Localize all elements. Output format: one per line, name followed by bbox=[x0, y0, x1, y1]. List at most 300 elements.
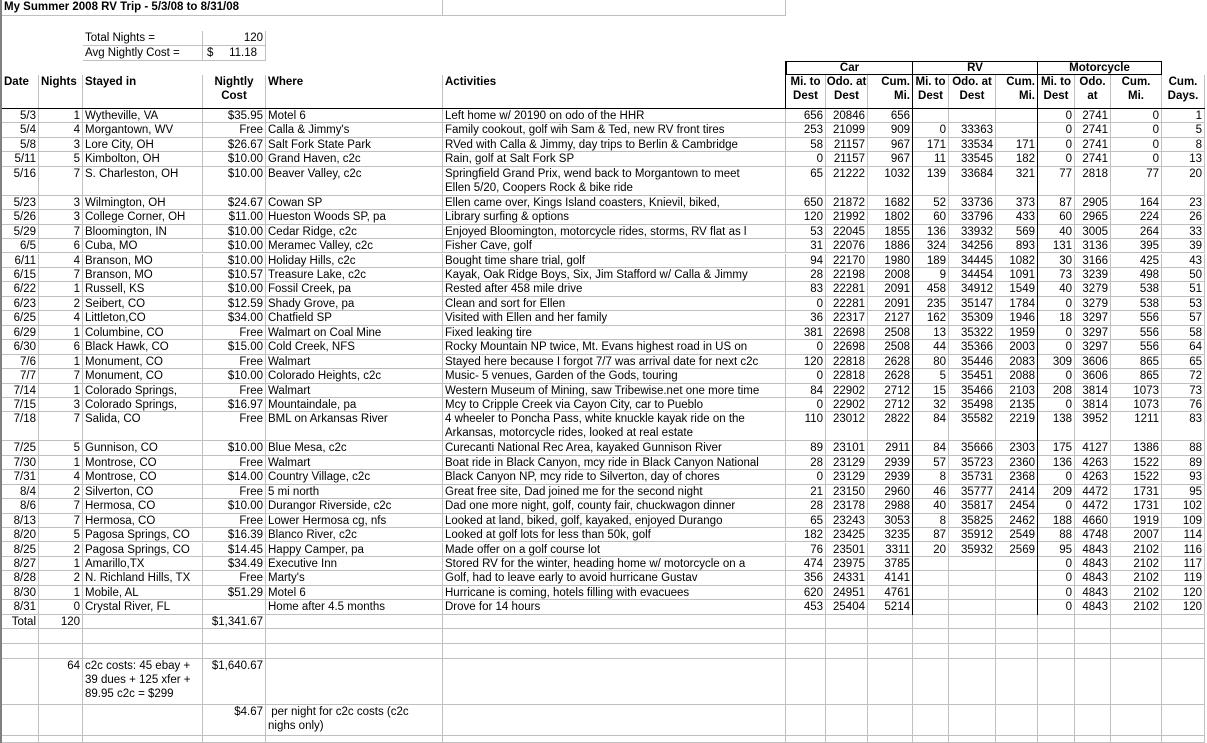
nightly-cost-cell[interactable]: $10.00 bbox=[203, 441, 266, 455]
date-cell[interactable]: 5/16 bbox=[2, 167, 39, 196]
rv-cum-cell[interactable]: 2103 bbox=[996, 384, 1038, 398]
rv-odo-cell[interactable]: 33736 bbox=[949, 196, 996, 210]
car-mi-cell[interactable]: 381 bbox=[786, 326, 826, 340]
activities-cell[interactable] bbox=[443, 586, 786, 600]
mc-cum-cell[interactable]: 556 bbox=[1111, 340, 1162, 354]
date-cell[interactable]: 5/3 bbox=[2, 109, 39, 123]
car-cum-cell[interactable]: 1032 bbox=[868, 167, 913, 196]
cum-days-cell[interactable]: 8 bbox=[1162, 138, 1205, 152]
cell[interactable] bbox=[826, 705, 868, 736]
rv-mi-cell[interactable]: 84 bbox=[913, 441, 949, 455]
car-mi-cell[interactable]: 120 bbox=[786, 210, 826, 224]
mc-cum-cell[interactable]: 2102 bbox=[1111, 586, 1162, 600]
rv-mi-cell[interactable]: 171 bbox=[913, 138, 949, 152]
date-cell[interactable]: 7/14 bbox=[2, 384, 39, 398]
rv-odo-cell[interactable]: 33932 bbox=[949, 225, 996, 239]
nights-cell[interactable]: 6 bbox=[39, 239, 83, 253]
car-odo-cell[interactable]: 22045 bbox=[826, 225, 868, 239]
car-odo-cell[interactable]: 21157 bbox=[826, 138, 868, 152]
nights-cell[interactable]: 1 bbox=[39, 456, 83, 470]
stayed-in-cell[interactable]: Lore City, OH bbox=[83, 138, 203, 152]
rv-odo-cell[interactable]: 34445 bbox=[949, 254, 996, 268]
activities-cell[interactable] bbox=[443, 499, 786, 513]
cell[interactable] bbox=[1162, 615, 1205, 629]
activities-cell[interactable] bbox=[443, 456, 786, 470]
mc-cum-cell[interactable]: 425 bbox=[1111, 254, 1162, 268]
cell[interactable] bbox=[996, 629, 1038, 644]
activities-cell[interactable] bbox=[443, 384, 786, 398]
stayed-in-cell[interactable]: Colorado Springs, bbox=[83, 384, 203, 398]
stayed-in-cell[interactable]: College Corner, OH bbox=[83, 210, 203, 224]
cum-days-cell[interactable]: 119 bbox=[1162, 571, 1205, 585]
cell[interactable] bbox=[868, 615, 913, 629]
cell[interactable] bbox=[2, 736, 39, 743]
mc-mi-cell[interactable]: 0 bbox=[1038, 571, 1075, 585]
car-mi-cell[interactable]: 0 bbox=[786, 297, 826, 311]
where-cell[interactable]: Cold Creek, NFS bbox=[266, 340, 443, 354]
cum-days-cell[interactable]: 120 bbox=[1162, 586, 1205, 600]
rv-odo-cell[interactable]: 35582 bbox=[949, 412, 996, 441]
car-cum-cell[interactable]: 5214 bbox=[868, 600, 913, 614]
rv-cum-cell[interactable]: 1946 bbox=[996, 311, 1038, 325]
stayed-in-cell[interactable]: Wilmington, OH bbox=[83, 196, 203, 210]
cum-days-cell[interactable]: 50 bbox=[1162, 268, 1205, 282]
cell[interactable] bbox=[1162, 629, 1205, 644]
rv-cum-cell[interactable]: 182 bbox=[996, 152, 1038, 166]
nightly-cost-cell[interactable]: Free bbox=[203, 384, 266, 398]
mc-cum-cell[interactable]: 1522 bbox=[1111, 456, 1162, 470]
rv-cum-cell[interactable]: 2135 bbox=[996, 398, 1038, 412]
car-mi-cell[interactable]: 656 bbox=[786, 109, 826, 123]
cell[interactable] bbox=[39, 736, 83, 743]
rv-odo-cell[interactable] bbox=[949, 571, 996, 585]
nightly-cost-cell[interactable]: $16.97 bbox=[203, 398, 266, 412]
date-cell[interactable]: 5/8 bbox=[2, 138, 39, 152]
stayed-in-cell[interactable]: Montrose, CO bbox=[83, 470, 203, 484]
stayed-in-cell[interactable]: Kimbolton, OH bbox=[83, 152, 203, 166]
rv-cum-cell[interactable] bbox=[996, 123, 1038, 137]
cell[interactable] bbox=[1075, 705, 1111, 736]
mc-cum-cell[interactable]: 0 bbox=[1111, 152, 1162, 166]
activities-cell[interactable] bbox=[443, 412, 786, 441]
rv-cum-cell[interactable]: 433 bbox=[996, 210, 1038, 224]
mc-cum-cell[interactable]: 538 bbox=[1111, 282, 1162, 296]
rv-odo-cell[interactable]: 35322 bbox=[949, 326, 996, 340]
nightly-cost-cell[interactable]: $35.95 bbox=[203, 109, 266, 123]
car-cum-cell[interactable]: 1980 bbox=[868, 254, 913, 268]
car-odo-cell[interactable]: 22902 bbox=[826, 384, 868, 398]
mc-odo-cell[interactable]: 4263 bbox=[1075, 456, 1111, 470]
nightly-cost-cell[interactable]: $10.00 bbox=[203, 225, 266, 239]
where-cell[interactable]: Hueston Woods SP, pa bbox=[266, 210, 443, 224]
car-cum-cell[interactable]: 3311 bbox=[868, 543, 913, 557]
rv-mi-cell[interactable]: 87 bbox=[913, 528, 949, 542]
mc-mi-cell[interactable]: 0 bbox=[1038, 586, 1075, 600]
nights-cell[interactable]: 5 bbox=[39, 152, 83, 166]
header-mc-cum-mi[interactable] bbox=[1111, 75, 1162, 109]
date-cell[interactable]: 8/25 bbox=[2, 543, 39, 557]
car-cum-cell[interactable]: 2008 bbox=[868, 268, 913, 282]
nights-cell[interactable]: 1 bbox=[39, 326, 83, 340]
car-cum-cell[interactable]: 2127 bbox=[868, 311, 913, 325]
cum-days-cell[interactable]: 53 bbox=[1162, 297, 1205, 311]
mc-mi-cell[interactable]: 208 bbox=[1038, 384, 1075, 398]
car-cum-cell[interactable]: 2628 bbox=[868, 355, 913, 369]
cell[interactable] bbox=[826, 659, 868, 705]
car-cum-cell[interactable]: 2091 bbox=[868, 282, 913, 296]
cum-days-cell[interactable]: 33 bbox=[1162, 225, 1205, 239]
cell[interactable] bbox=[913, 629, 949, 644]
mc-mi-cell[interactable]: 0 bbox=[1038, 138, 1075, 152]
mc-mi-cell[interactable]: 309 bbox=[1038, 355, 1075, 369]
nightly-cost-cell[interactable]: $10.00 bbox=[203, 152, 266, 166]
c2c-nights[interactable]: 64 bbox=[39, 659, 83, 705]
cell[interactable] bbox=[83, 644, 203, 659]
date-cell[interactable]: 6/25 bbox=[2, 311, 39, 325]
cell[interactable] bbox=[443, 0, 786, 16]
nightly-cost-cell[interactable]: $12.59 bbox=[203, 297, 266, 311]
cell[interactable] bbox=[949, 736, 996, 743]
cell[interactable] bbox=[786, 615, 826, 629]
nights-cell[interactable]: 5 bbox=[39, 528, 83, 542]
cell[interactable] bbox=[996, 659, 1038, 705]
cell[interactable] bbox=[1111, 615, 1162, 629]
rv-mi-cell[interactable]: 8 bbox=[913, 514, 949, 528]
stayed-in-cell[interactable]: Bloomington, IN bbox=[83, 225, 203, 239]
stayed-in-cell[interactable]: Montrose, CO bbox=[83, 456, 203, 470]
nightly-cost-cell[interactable]: Free bbox=[203, 123, 266, 137]
cum-days-cell[interactable]: 72 bbox=[1162, 369, 1205, 383]
mc-cum-cell[interactable]: 1073 bbox=[1111, 384, 1162, 398]
cell[interactable] bbox=[786, 705, 826, 736]
activities-cell[interactable] bbox=[443, 282, 786, 296]
cell[interactable] bbox=[1075, 736, 1111, 743]
cell[interactable] bbox=[826, 644, 868, 659]
rv-odo-cell[interactable]: 35466 bbox=[949, 384, 996, 398]
nights-cell[interactable]: 4 bbox=[39, 254, 83, 268]
rv-odo-cell[interactable]: 35777 bbox=[949, 485, 996, 499]
rv-mi-cell[interactable]: 458 bbox=[913, 282, 949, 296]
nights-cell[interactable]: 4 bbox=[39, 123, 83, 137]
avg-cost-cell[interactable] bbox=[203, 46, 266, 61]
cum-days-cell[interactable]: 65 bbox=[1162, 355, 1205, 369]
mc-cum-cell[interactable]: 264 bbox=[1111, 225, 1162, 239]
cell[interactable] bbox=[786, 629, 826, 644]
car-cum-cell[interactable]: 3235 bbox=[868, 528, 913, 542]
date-cell[interactable]: 8/28 bbox=[2, 571, 39, 585]
car-odo-cell[interactable]: 22698 bbox=[826, 326, 868, 340]
mc-mi-cell[interactable]: 40 bbox=[1038, 225, 1075, 239]
date-cell[interactable]: 8/20 bbox=[2, 528, 39, 542]
rv-cum-cell[interactable]: 1959 bbox=[996, 326, 1038, 340]
rv-cum-cell[interactable] bbox=[996, 109, 1038, 123]
cell[interactable] bbox=[266, 615, 443, 629]
header-stayed-in[interactable]: Stayed in bbox=[83, 75, 203, 109]
date-cell[interactable]: 8/30 bbox=[2, 586, 39, 600]
where-cell[interactable]: Walmart bbox=[266, 384, 443, 398]
nightly-cost-cell[interactable]: $34.49 bbox=[203, 557, 266, 571]
cell[interactable] bbox=[1038, 736, 1075, 743]
c2c-per-night[interactable]: $4.67 bbox=[203, 705, 266, 736]
mc-odo-cell[interactable]: 2741 bbox=[1075, 138, 1111, 152]
activities-cell[interactable] bbox=[443, 196, 786, 210]
cell[interactable] bbox=[949, 644, 996, 659]
mc-odo-cell[interactable]: 4472 bbox=[1075, 499, 1111, 513]
car-odo-cell[interactable]: 22198 bbox=[826, 268, 868, 282]
mc-cum-cell[interactable]: 556 bbox=[1111, 311, 1162, 325]
rv-mi-cell[interactable]: 162 bbox=[913, 311, 949, 325]
car-odo-cell[interactable]: 21992 bbox=[826, 210, 868, 224]
nights-cell[interactable]: 7 bbox=[39, 499, 83, 513]
rv-mi-cell[interactable] bbox=[913, 571, 949, 585]
mc-odo-cell[interactable]: 2741 bbox=[1075, 109, 1111, 123]
car-cum-cell[interactable]: 3785 bbox=[868, 557, 913, 571]
stayed-in-cell[interactable]: S. Charleston, OH bbox=[83, 167, 203, 196]
where-cell[interactable]: Shady Grove, pa bbox=[266, 297, 443, 311]
nights-cell[interactable]: 7 bbox=[39, 412, 83, 441]
rv-mi-cell[interactable]: 9 bbox=[913, 268, 949, 282]
rv-cum-cell[interactable] bbox=[996, 600, 1038, 614]
car-odo-cell[interactable]: 23101 bbox=[826, 441, 868, 455]
mc-mi-cell[interactable]: 209 bbox=[1038, 485, 1075, 499]
cell[interactable] bbox=[266, 736, 443, 743]
car-mi-cell[interactable]: 253 bbox=[786, 123, 826, 137]
date-cell[interactable]: 5/4 bbox=[2, 123, 39, 137]
where-cell[interactable]: Meramec Valley, c2c bbox=[266, 239, 443, 253]
rv-odo-cell[interactable]: 33363 bbox=[949, 123, 996, 137]
cell[interactable] bbox=[39, 705, 83, 736]
rv-mi-cell[interactable]: 46 bbox=[913, 485, 949, 499]
header-car-mi-to-dest[interactable] bbox=[786, 75, 826, 109]
nightly-cost-cell[interactable]: $11.00 bbox=[203, 210, 266, 224]
nights-cell[interactable]: 1 bbox=[39, 109, 83, 123]
cell[interactable] bbox=[266, 644, 443, 659]
car-cum-cell[interactable]: 4761 bbox=[868, 586, 913, 600]
nights-cell[interactable]: 0 bbox=[39, 600, 83, 614]
where-cell[interactable]: Marty's bbox=[266, 571, 443, 585]
rv-cum-cell[interactable]: 893 bbox=[996, 239, 1038, 253]
rv-mi-cell[interactable]: 324 bbox=[913, 239, 949, 253]
mc-cum-cell[interactable]: 1731 bbox=[1111, 485, 1162, 499]
rv-odo-cell[interactable]: 34256 bbox=[949, 239, 996, 253]
stayed-in-cell[interactable]: Branson, MO bbox=[83, 268, 203, 282]
car-mi-cell[interactable]: 53 bbox=[786, 225, 826, 239]
activities-cell[interactable] bbox=[443, 152, 786, 166]
rv-odo-cell[interactable]: 35912 bbox=[949, 528, 996, 542]
cell[interactable] bbox=[443, 615, 786, 629]
rv-cum-cell[interactable]: 2083 bbox=[996, 355, 1038, 369]
rv-mi-cell[interactable]: 15 bbox=[913, 384, 949, 398]
car-mi-cell[interactable]: 110 bbox=[786, 412, 826, 441]
activities-cell[interactable] bbox=[443, 514, 786, 528]
mc-cum-cell[interactable]: 1073 bbox=[1111, 398, 1162, 412]
rv-mi-cell[interactable]: 60 bbox=[913, 210, 949, 224]
cum-days-cell[interactable]: 109 bbox=[1162, 514, 1205, 528]
car-mi-cell[interactable]: 58 bbox=[786, 138, 826, 152]
stayed-in-cell[interactable]: Black Hawk, CO bbox=[83, 340, 203, 354]
cell[interactable] bbox=[786, 736, 826, 743]
mc-mi-cell[interactable]: 188 bbox=[1038, 514, 1075, 528]
activities-cell[interactable] bbox=[443, 340, 786, 354]
rv-cum-cell[interactable]: 2414 bbox=[996, 485, 1038, 499]
cell[interactable] bbox=[868, 705, 913, 736]
cell[interactable] bbox=[266, 0, 443, 16]
stayed-in-cell[interactable]: Amarillo,TX bbox=[83, 557, 203, 571]
header-rv-cum-mi[interactable] bbox=[996, 75, 1038, 109]
mc-odo-cell[interactable]: 3606 bbox=[1075, 355, 1111, 369]
car-odo-cell[interactable]: 22902 bbox=[826, 398, 868, 412]
rv-cum-cell[interactable]: 1784 bbox=[996, 297, 1038, 311]
rv-mi-cell[interactable] bbox=[913, 600, 949, 614]
cell[interactable] bbox=[83, 615, 203, 629]
avg-cost-label[interactable]: Avg Nightly Cost = bbox=[83, 46, 203, 61]
where-cell[interactable]: Blue Mesa, c2c bbox=[266, 441, 443, 455]
where-cell[interactable]: Lower Hermosa cg, nfs bbox=[266, 514, 443, 528]
rv-odo-cell[interactable]: 33545 bbox=[949, 152, 996, 166]
nightly-cost-cell[interactable]: $14.00 bbox=[203, 470, 266, 484]
total-nights-label[interactable]: Total Nights = bbox=[83, 31, 203, 46]
rv-odo-cell[interactable]: 35147 bbox=[949, 297, 996, 311]
nightly-cost-cell[interactable]: $26.67 bbox=[203, 138, 266, 152]
mc-odo-cell[interactable]: 3166 bbox=[1075, 254, 1111, 268]
car-mi-cell[interactable]: 21 bbox=[786, 485, 826, 499]
where-cell[interactable]: Executive Inn bbox=[266, 557, 443, 571]
stayed-in-cell[interactable]: Salida, CO bbox=[83, 412, 203, 441]
date-cell[interactable]: 8/13 bbox=[2, 514, 39, 528]
mc-mi-cell[interactable]: 0 bbox=[1038, 152, 1075, 166]
mc-odo-cell[interactable]: 2741 bbox=[1075, 123, 1111, 137]
mc-odo-cell[interactable]: 3606 bbox=[1075, 369, 1111, 383]
cell[interactable] bbox=[39, 644, 83, 659]
header-cum-days[interactable] bbox=[1162, 75, 1205, 109]
cell[interactable] bbox=[83, 705, 203, 736]
cell[interactable] bbox=[2, 705, 39, 736]
group-header-rv[interactable]: RV bbox=[913, 61, 1038, 75]
mc-cum-cell[interactable]: 164 bbox=[1111, 196, 1162, 210]
cell[interactable] bbox=[786, 644, 826, 659]
stayed-in-cell[interactable]: N. Richland Hills, TX bbox=[83, 571, 203, 585]
car-mi-cell[interactable]: 0 bbox=[786, 470, 826, 484]
mc-odo-cell[interactable]: 3136 bbox=[1075, 239, 1111, 253]
cum-days-cell[interactable]: 51 bbox=[1162, 282, 1205, 296]
mc-cum-cell[interactable]: 2102 bbox=[1111, 543, 1162, 557]
stayed-in-cell[interactable]: Branson, MO bbox=[83, 254, 203, 268]
header-mc-mi-to-dest[interactable] bbox=[1038, 75, 1075, 109]
date-cell[interactable]: 7/25 bbox=[2, 441, 39, 455]
cum-days-cell[interactable]: 39 bbox=[1162, 239, 1205, 253]
rv-mi-cell[interactable]: 57 bbox=[913, 456, 949, 470]
cum-days-cell[interactable]: 13 bbox=[1162, 152, 1205, 166]
cell[interactable] bbox=[786, 659, 826, 705]
rv-cum-cell[interactable]: 321 bbox=[996, 167, 1038, 196]
rv-cum-cell[interactable]: 2303 bbox=[996, 441, 1038, 455]
rv-cum-cell[interactable]: 171 bbox=[996, 138, 1038, 152]
rv-cum-cell[interactable] bbox=[996, 586, 1038, 600]
mc-mi-cell[interactable]: 0 bbox=[1038, 470, 1075, 484]
rv-odo-cell[interactable]: 35451 bbox=[949, 369, 996, 383]
car-mi-cell[interactable]: 474 bbox=[786, 557, 826, 571]
car-mi-cell[interactable]: 89 bbox=[786, 441, 826, 455]
car-odo-cell[interactable]: 23501 bbox=[826, 543, 868, 557]
car-cum-cell[interactable]: 2091 bbox=[868, 297, 913, 311]
cum-days-cell[interactable]: 57 bbox=[1162, 311, 1205, 325]
where-cell[interactable]: Chatfield SP bbox=[266, 311, 443, 325]
mc-cum-cell[interactable]: 538 bbox=[1111, 297, 1162, 311]
cum-days-cell[interactable]: 117 bbox=[1162, 557, 1205, 571]
where-cell[interactable]: Holiday Hills, c2c bbox=[266, 254, 443, 268]
rv-cum-cell[interactable]: 373 bbox=[996, 196, 1038, 210]
cell[interactable] bbox=[1075, 629, 1111, 644]
mc-mi-cell[interactable]: 0 bbox=[1038, 326, 1075, 340]
date-cell[interactable]: 5/26 bbox=[2, 210, 39, 224]
car-cum-cell[interactable]: 2508 bbox=[868, 340, 913, 354]
nights-cell[interactable]: 6 bbox=[39, 340, 83, 354]
mc-odo-cell[interactable]: 4843 bbox=[1075, 571, 1111, 585]
mc-odo-cell[interactable]: 3239 bbox=[1075, 268, 1111, 282]
car-cum-cell[interactable]: 2712 bbox=[868, 384, 913, 398]
cell[interactable] bbox=[949, 615, 996, 629]
car-odo-cell[interactable]: 20846 bbox=[826, 109, 868, 123]
stayed-in-cell[interactable]: Crystal River, FL bbox=[83, 600, 203, 614]
rv-odo-cell[interactable]: 35731 bbox=[949, 470, 996, 484]
car-mi-cell[interactable]: 0 bbox=[786, 398, 826, 412]
activities-cell[interactable] bbox=[443, 225, 786, 239]
cell[interactable] bbox=[83, 736, 203, 743]
rv-odo-cell[interactable]: 33796 bbox=[949, 210, 996, 224]
cum-days-cell[interactable]: 102 bbox=[1162, 499, 1205, 513]
cell[interactable] bbox=[1038, 705, 1075, 736]
cell[interactable] bbox=[443, 705, 786, 736]
mc-cum-cell[interactable]: 1731 bbox=[1111, 499, 1162, 513]
mc-mi-cell[interactable]: 0 bbox=[1038, 398, 1075, 412]
cell[interactable] bbox=[443, 659, 786, 705]
cell[interactable] bbox=[2, 629, 39, 644]
car-mi-cell[interactable]: 36 bbox=[786, 311, 826, 325]
header-rv-mi-to-dest[interactable] bbox=[913, 75, 949, 109]
activities-cell[interactable] bbox=[443, 528, 786, 542]
nightly-cost-cell[interactable]: Free bbox=[203, 456, 266, 470]
rv-mi-cell[interactable]: 189 bbox=[913, 254, 949, 268]
nights-cell[interactable]: 2 bbox=[39, 297, 83, 311]
mc-odo-cell[interactable]: 2741 bbox=[1075, 152, 1111, 166]
nights-cell[interactable]: 1 bbox=[39, 282, 83, 296]
car-mi-cell[interactable]: 65 bbox=[786, 514, 826, 528]
cell[interactable] bbox=[949, 659, 996, 705]
car-cum-cell[interactable]: 656 bbox=[868, 109, 913, 123]
mc-mi-cell[interactable]: 0 bbox=[1038, 109, 1075, 123]
mc-odo-cell[interactable]: 2818 bbox=[1075, 167, 1111, 196]
nights-cell[interactable]: 7 bbox=[39, 369, 83, 383]
stayed-in-cell[interactable]: Russell, KS bbox=[83, 282, 203, 296]
cell[interactable] bbox=[996, 644, 1038, 659]
stayed-in-cell[interactable]: Silverton, CO bbox=[83, 485, 203, 499]
mc-mi-cell[interactable]: 131 bbox=[1038, 239, 1075, 253]
where-cell[interactable]: Salt Fork State Park bbox=[266, 138, 443, 152]
rv-mi-cell[interactable]: 84 bbox=[913, 412, 949, 441]
c2c-costs-description[interactable] bbox=[83, 659, 203, 705]
car-odo-cell[interactable]: 21099 bbox=[826, 123, 868, 137]
mc-mi-cell[interactable]: 95 bbox=[1038, 543, 1075, 557]
c2c-amount[interactable]: $1,640.67 bbox=[203, 659, 266, 705]
date-cell[interactable]: 7/15 bbox=[2, 398, 39, 412]
car-cum-cell[interactable]: 1682 bbox=[868, 196, 913, 210]
date-cell[interactable]: 6/30 bbox=[2, 340, 39, 354]
car-mi-cell[interactable]: 356 bbox=[786, 571, 826, 585]
rv-odo-cell[interactable] bbox=[949, 557, 996, 571]
car-mi-cell[interactable]: 31 bbox=[786, 239, 826, 253]
where-cell[interactable]: Fossil Creek, pa bbox=[266, 282, 443, 296]
rv-odo-cell[interactable]: 35723 bbox=[949, 456, 996, 470]
